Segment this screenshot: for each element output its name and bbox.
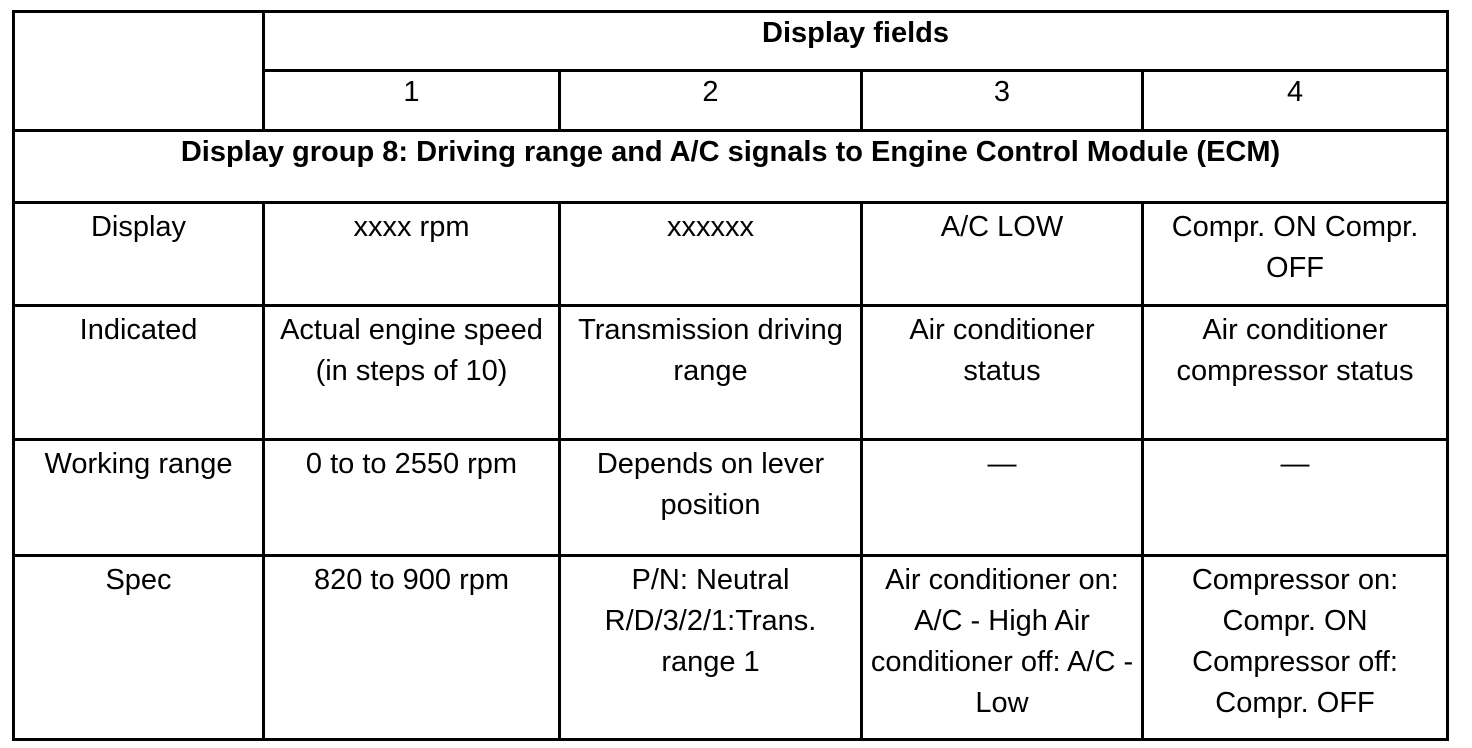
corner-cell <box>14 12 264 131</box>
table-cell: xxxx rpm <box>264 203 560 306</box>
table-cell: Transmission driving range <box>560 306 862 440</box>
column-header-3: 3 <box>862 71 1143 131</box>
table-cell: Air conditioner compressor status <box>1143 306 1448 440</box>
table-cell: Air conditioner status <box>862 306 1143 440</box>
header-row <box>14 12 1448 71</box>
row-label-working-range: Working range <box>14 440 264 556</box>
row-label-display: Display <box>14 203 264 306</box>
table-row <box>14 556 1448 740</box>
table-cell: Compressor on: Compr. ON Compressor off: Compr. OFF <box>1143 556 1448 740</box>
row-label-spec: Spec <box>14 556 264 740</box>
table-cell: 0 to to 2550 rpm <box>264 440 560 556</box>
display-group-title: Display group 8: Driving range and A/C signals to Engine Control Module (ECM) <box>14 131 1448 203</box>
table-cell: A/C LOW <box>862 203 1143 306</box>
column-header-1: 1 <box>264 71 560 131</box>
table-cell: Air conditioner on: A/C - High Air conditioner off: A/C - Low <box>862 556 1143 740</box>
display-fields-header: Display fields <box>264 12 1448 71</box>
display-group-table <box>12 10 1449 741</box>
table-cell: Depends on lever position <box>560 440 862 556</box>
row-label-indicated: Indicated <box>14 306 264 440</box>
table-row <box>14 440 1448 556</box>
table-cell: — <box>1143 440 1448 556</box>
table-cell: — <box>862 440 1143 556</box>
table-row <box>14 203 1448 306</box>
table-cell: 820 to 900 rpm <box>264 556 560 740</box>
table-cell: xxxxxx <box>560 203 862 306</box>
table-cell: P/N: Neutral R/D/3/2/1:Trans. range 1 <box>560 556 862 740</box>
group-title-row <box>14 131 1448 203</box>
column-header-4: 4 <box>1143 71 1448 131</box>
column-header-2: 2 <box>560 71 862 131</box>
table-cell: Actual engine speed (in steps of 10) <box>264 306 560 440</box>
table-row <box>14 306 1448 440</box>
table-cell: Compr. ON Compr. OFF <box>1143 203 1448 306</box>
